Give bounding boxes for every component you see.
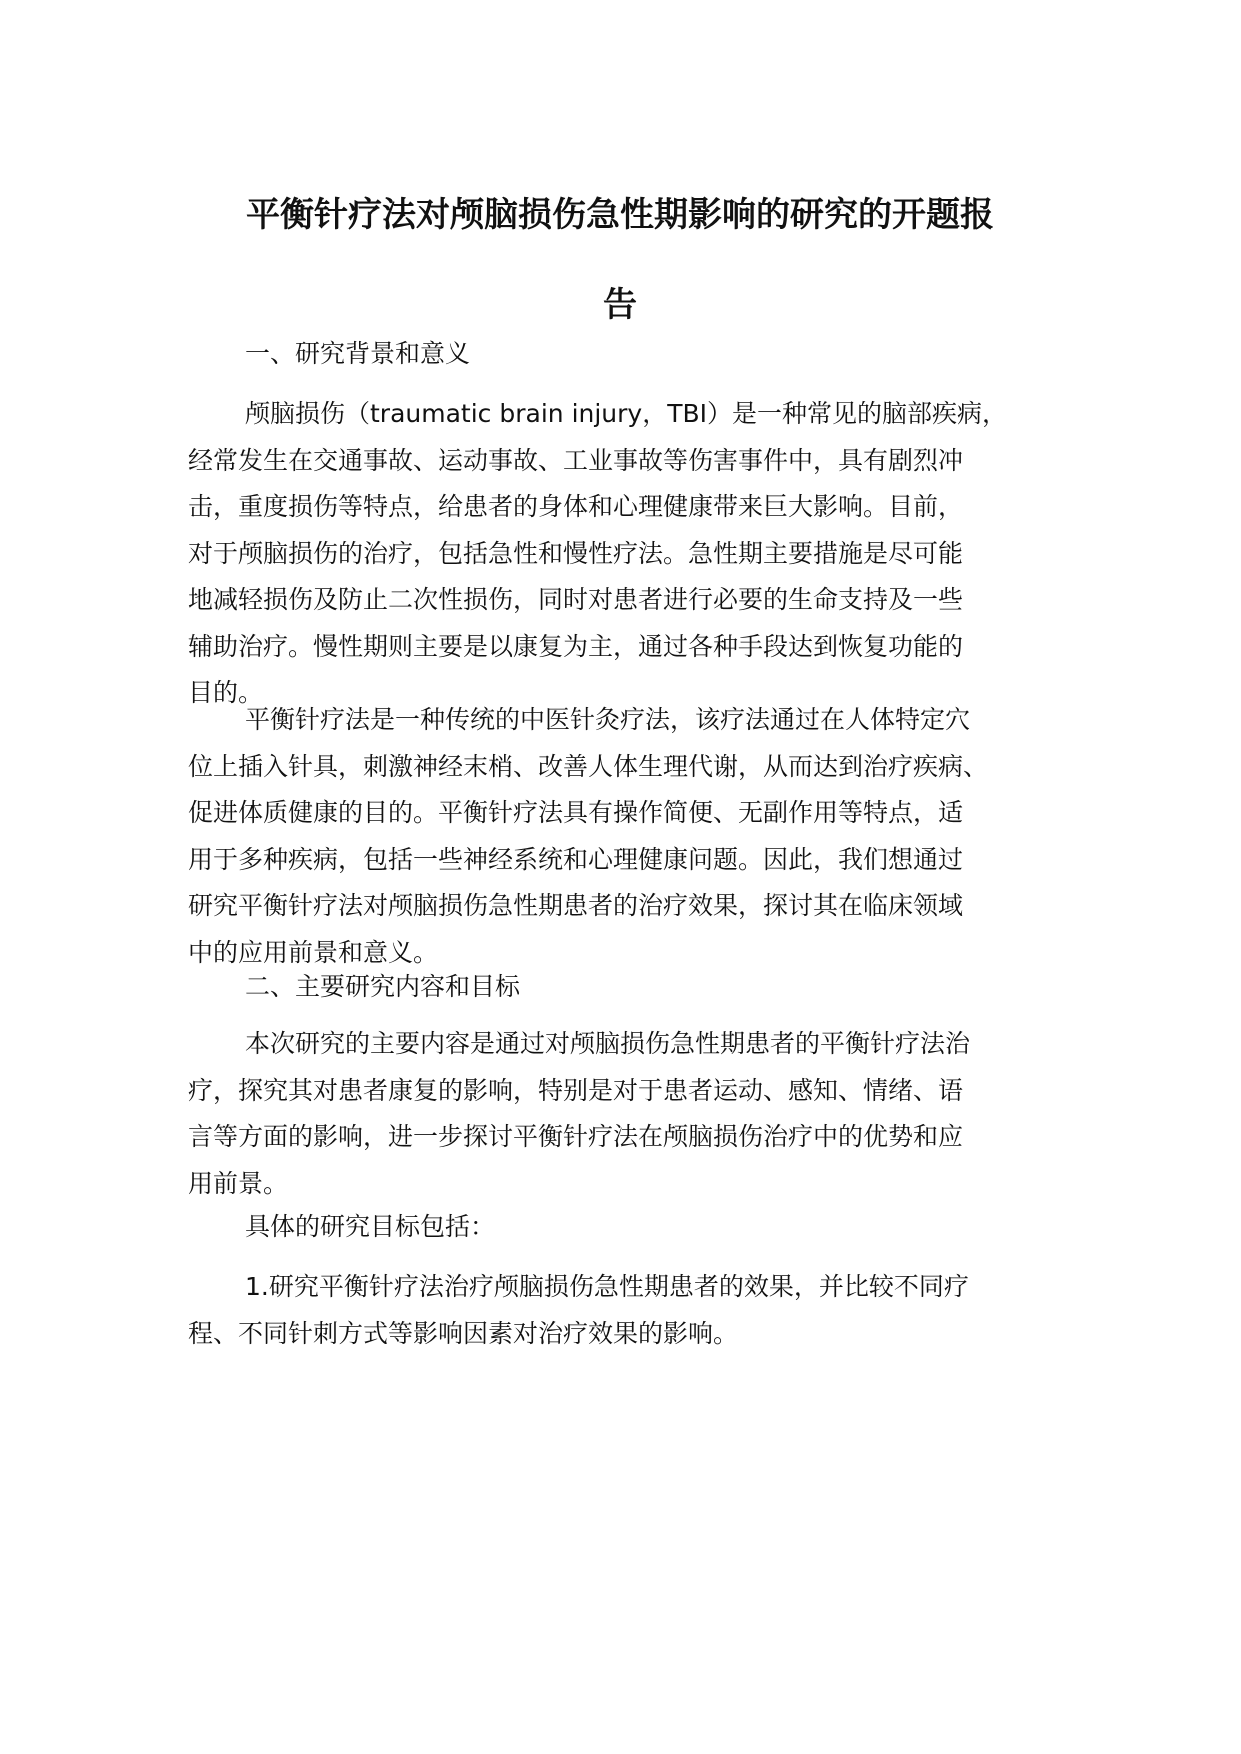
paragraph-line: 具体的研究目标包括： [245, 1212, 496, 1241]
paragraph-balance-acupuncture [188, 697, 1068, 976]
paragraph-line: 对于颅脑损伤的治疗，包括急性和慢性疗法。急性期主要措施是尽可能 [188, 538, 964, 568]
paragraph-line: 用于多种疾病，包括一些神经系统和心理健康问题。因此，我们想通过 [188, 844, 964, 874]
document-title [190, 170, 1050, 350]
paragraph-line: 经常发生在交通事故、运动事故、工业事故等伤害事件中，具有剧烈冲 [188, 445, 964, 475]
paragraph-line: 言等方面的影响，进一步探讨平衡针疗法在颅脑损伤治疗中的优势和应 [188, 1122, 964, 1151]
paragraph-line: 颅脑损伤（traumatic brain injury，TBI）是一种常见的脑部疾病， [245, 399, 1008, 428]
paragraph-line: 促进体质健康的目的。平衡针疗法具有操作简便、无副作用等特点，适 [188, 798, 964, 827]
paragraph-tbi-background [188, 391, 1068, 717]
paragraph-line: 疗，探究其对患者康复的影响，特别是对于患者运动、感知、情绪、语 [188, 1075, 964, 1105]
paragraph-line: 位上插入针具，刺激神经末梢、改善人体生理代谢，从而达到治疗疾病、 [188, 751, 989, 781]
paragraph-goals-intro [188, 1204, 1068, 1251]
title-line: 告 [603, 285, 637, 325]
paragraph-line: 本次研究的主要内容是通过对颅脑损伤急性期患者的平衡针疗法治 [245, 1029, 971, 1058]
paragraph-research-content [188, 1021, 1068, 1207]
paragraph-line: 地减轻损伤及防止二次性损伤，同时对患者进行必要的生命支持及一些 [188, 585, 964, 614]
paragraph-line: 研究平衡针疗法对颅脑损伤急性期患者的治疗效果，探讨其在临床领域 [188, 891, 964, 920]
paragraph-line: 程、不同针刺方式等影响因素对治疗效果的影响。 [188, 1318, 739, 1348]
paragraph-goal-1 [188, 1264, 1068, 1357]
paragraph-line: 击，重度损伤等特点，给患者的身体和心理健康带来巨大影响。目前， [188, 492, 964, 521]
paragraph-line: 目的。 [188, 678, 264, 707]
section-heading-background: 一、研究背景和意义 [245, 339, 471, 368]
paragraph-line: 平衡针疗法是一种传统的中医针灸疗法，该疗法通过在人体特定穴 [245, 705, 971, 734]
paragraph-line: 1.研究平衡针疗法治疗颅脑损伤急性期患者的效果，并比较不同疗 [245, 1272, 969, 1301]
paragraph-line: 用前景。 [188, 1168, 289, 1198]
paragraph-line: 辅助治疗。慢性期则主要是以康复为主，通过各种手段达到恢复功能的 [188, 631, 964, 661]
section-heading-content-goals: 二、主要研究内容和目标 [245, 972, 521, 1001]
title-line: 平衡针疗法对颅脑损伤急性期影响的研究的开题报 [246, 195, 994, 235]
paragraph-line: 中的应用前景和意义。 [188, 937, 439, 967]
